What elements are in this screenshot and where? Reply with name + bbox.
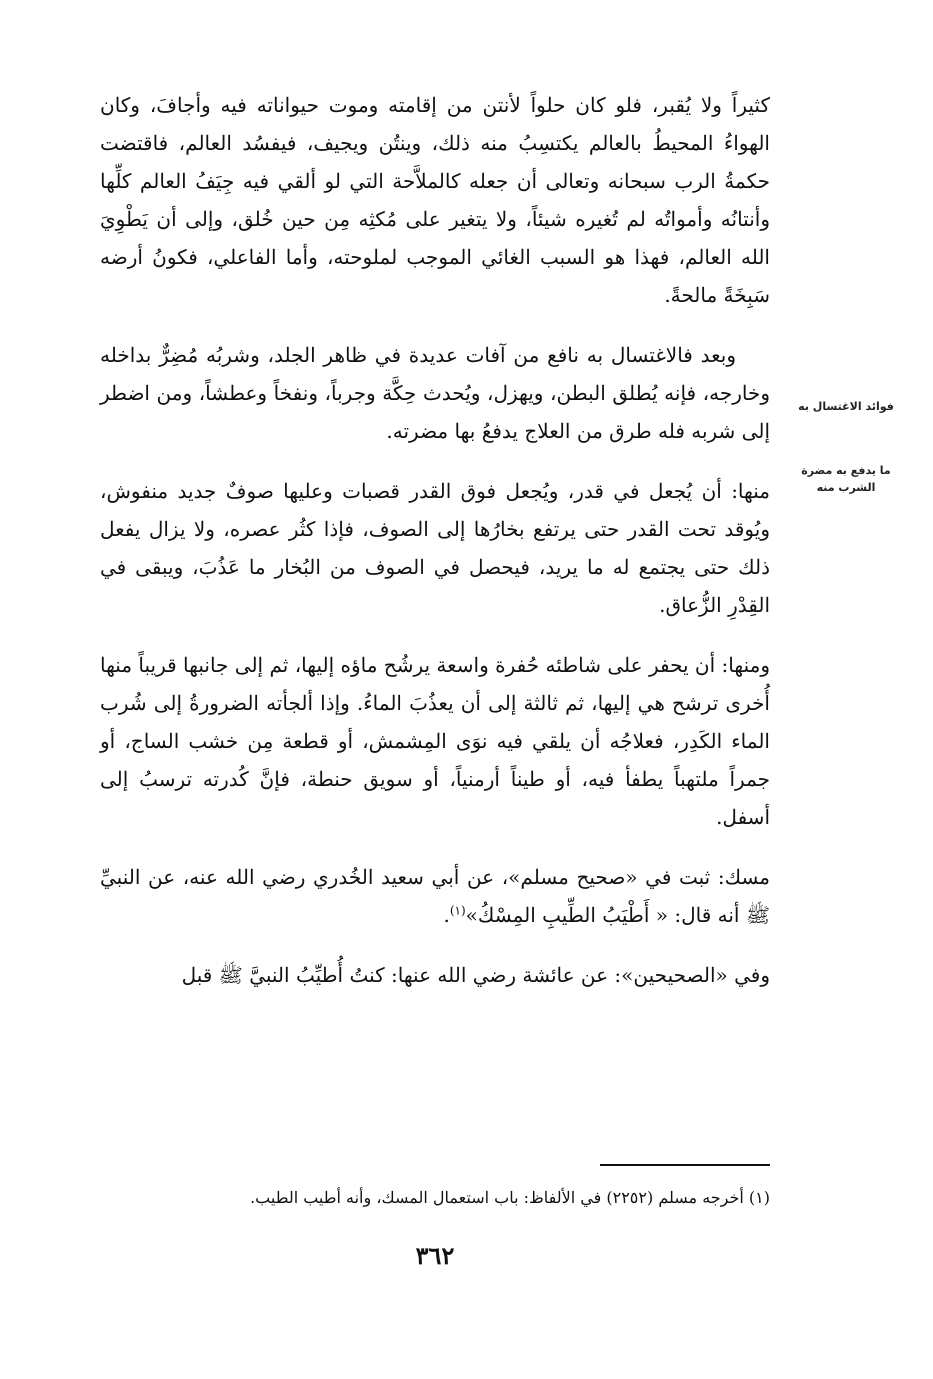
- page-number: ٣٦٢: [415, 1241, 455, 1270]
- main-text: [100, 86, 770, 994]
- margin-note-drinking-harm-remedy: ما يدفع به مضرة الشرب منه: [801, 464, 891, 494]
- paragraph-sea-salinity: كثيراً ولا يُقبر، فلو كان حلواً لأنتن من إقامته وموت حيواناته فيه وأجافَ، وكان الهواءُ المحيطُ بالعالم يكتسِبُ منه ذلك، وينتُن ويجيف، فيفسُد العالم، فاقتضت حكمةُ الرب سبحانه وتعالى أن جعله كالملاَّحة التي لو ألقي فيه جِيَفُ العالم كلِّها وأنتانُه وأمواتُه لم تُغيره شيئاً، ولا يتغير على مُكثِه مِن حين خُلق، وإلى أن يَطْوِيَ الله العالم، فهذا هو السبب الغائي الموجب لملوحته، وأما الفاعلي، فكونُ أرضه سَبِخَةً مالحةً.: [100, 93, 770, 307]
- footnote-reference-mark: (١): [449, 903, 466, 918]
- musk-text: مسك: ثبت في «صحيح مسلم»، عن أبي سعيد الخُدري رضي الله عنه، عن النبيِّ ﷺ أنه قال: « أَطْيَبُ الطِّيبِ المِسْكُ»: [100, 865, 770, 927]
- footnote: (١) أخرجه مسلم (٢٢٥٢) في الألفاظ: باب استعمال المسك، وأنه أطيب الطيب.: [250, 1188, 770, 1207]
- margin-note-bathing-benefits: فوائد الاغتسال به: [798, 400, 894, 413]
- footnote-divider: [600, 1164, 770, 1166]
- paragraph-sahihayn: وفي «الصحيحين»: عن عائشة رضي الله عنها: كنتُ أُطيِّبُ النبيَّ ﷺ قبل: [181, 963, 770, 987]
- paragraph-remedy-pits: ومنها: أن يحفر على شاطئه حُفرة واسعة يرشُح ماؤه إليها، ثم إلى جانبها قريباً منها أُخرى ترشح هي إليها، ثم ثالثة إلى أن يعذُبَ الماءُ. وإذا ألجأته الضرورةُ إلى شُرب الماء الكَدِر، فعلاجُه أن يلقي فيه نوَى المِشمش، أو قطعة مِن خشب الساج، أو جمراً ملتهباً يطفأ فيه، أو طيناً أرمنياً، أو سويق حنطة، فإنَّ كُدرته ترسبُ إلى أسفل.: [99, 653, 770, 829]
- paragraph-remedy-steam: منها: أن يُجعل في قدر، ويُجعل فوق القدر قصبات وعليها صوفٌ جديد منفوش، ويُوقد تحت القدر حتى يرتفع بخارُها إلى الصوف، فإذا كثُر عصره، ولا يزال يفعل ذلك حتى يجتمع له ما يريد، فيحصل في الصوف من البُخار ما عَذُبَ، ويبقى في القِدْرِ الزُّعاق.: [100, 479, 770, 617]
- musk-text-end: .: [443, 903, 450, 927]
- paragraph-bathing-benefits: وبعد فالاغتسال به نافع من آفات عديدة في ظاهر الجلد، وشربُه مُضِرٌّ بداخله وخارجه، فإنه يُطلق البطن، ويهزل، ويُحدث حِكَّة وجرباً، ونفخاً وعطشاً، ومن اضطر إلى شربه فله طرق من العلاج يدفعُ بها مضرته.: [100, 343, 770, 443]
- paragraph-musk: [100, 858, 770, 934]
